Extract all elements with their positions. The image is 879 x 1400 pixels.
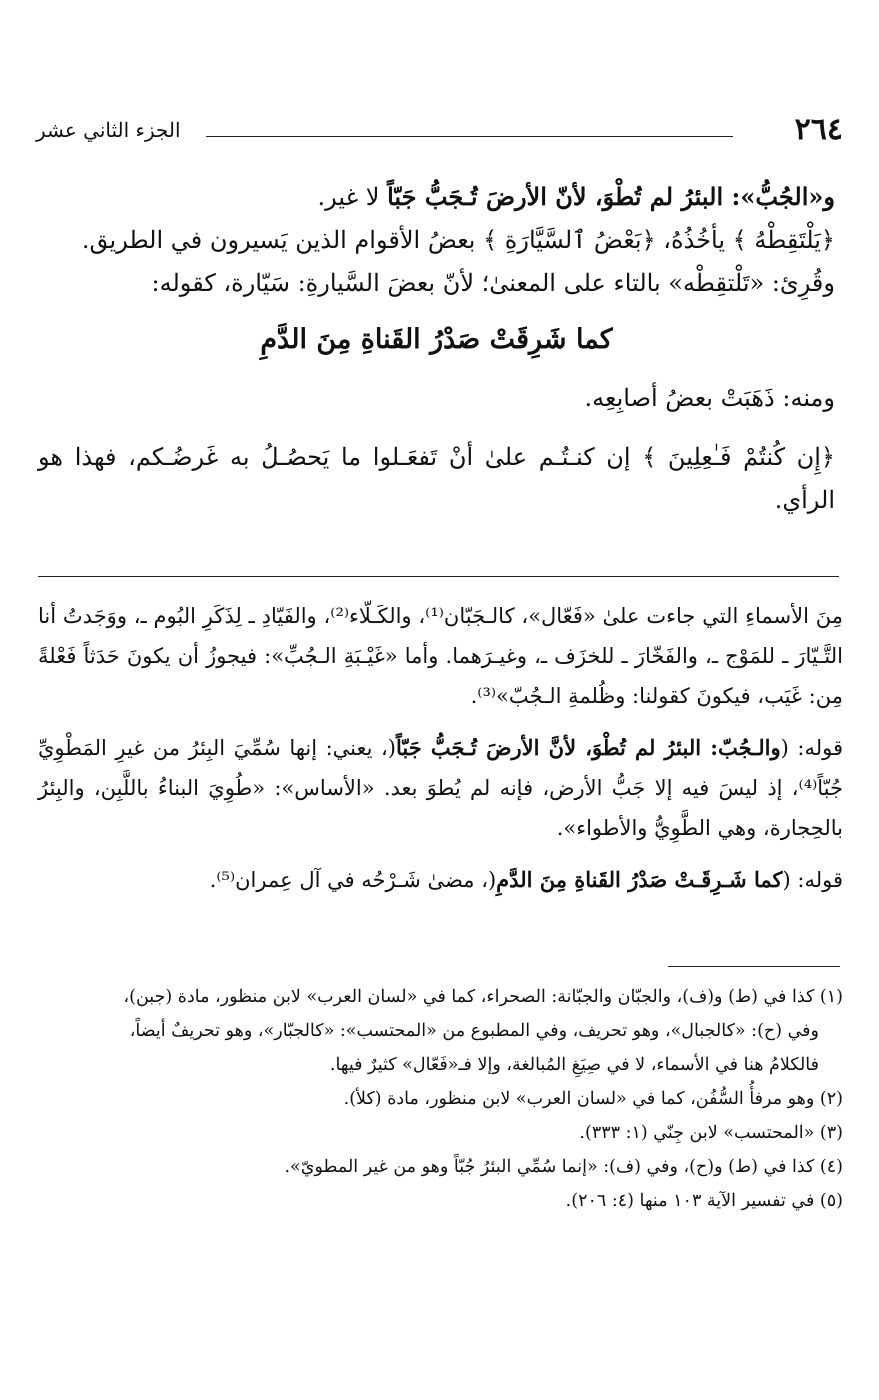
bold-phrase: كما شَـرِقَـتْ صَدْرُ القَناةِ مِنَ الدَّمِ [496, 867, 783, 892]
text-run: إن كنـتُـم علىٰ أنْ تَفعَـلوا ما يَحصُـلُ به غَرضُـكم، فهذا هو الرأي. [38, 443, 835, 514]
footnote-line: وفي (ح): «كالجبال»، وهو تحريف، وفي المطبوع من «المحتسب»: «كالجبّار»، وهو تحريفٌ أيضاً، [129, 1021, 819, 1041]
footnote-line: (٤) كذا في (ط) و(ح)، وفي (ف): «إنما سُمِّي البئرُ جُبّاً وهو من غير المطويّ». [284, 1157, 843, 1177]
text-run: (، مضىٰ شَـرْحُه في آل عِمران⁽⁵⁾. [209, 868, 497, 892]
poetry-verse: كما شَرِقَتْ صَدْرُ القَناةِ مِنَ الدَّمِ [260, 324, 613, 355]
commentary-paragraph [38, 728, 843, 848]
main-paragraph [38, 219, 835, 262]
running-title: الجزء الثاني عشر [36, 118, 181, 142]
text-run: (، يعني: إنها سُمِّيَ البِئرُ من غيرِ المَطْوِيِّ جُبّاً⁽⁴⁾، إذ ليسَ فيه إلا جَبُّ الأرض، فإنه لم يُطوَ بعد. «الأساس»: «طُوِيَ البناءُ باللَّبِن، والبِئرُ بالحِجارة، وهي الطَّوِيُّ والأطواء». [38, 736, 843, 840]
footnote-divider [668, 966, 840, 967]
quran-quote: ﴿يَلْتَقِطْهُ ﴾ [732, 226, 835, 254]
commentary-paragraph: مِنَ الأسماءِ التي جاءت علىٰ «فَعّال»، كالـجَبّان⁽¹⁾، والكَـلّاء⁽²⁾، والفَيّادِ ـ لِذَكَرِ البُوم ـ، ووَجَدتُ أنا التَّـيّارَ ـ للمَوْج ـ، والفَخّارَ ـ للخزَف ـ، وغيـرَهما. وأما «غَيْـبَةِ الـجُبِّ»: فيجوزُ أن يكونَ حَدَثاً فَعْلةً مِن: غَيَب، فيكونَ كقولنا: وظُلمةِ الـجُبّ»⁽³⁾. [38, 604, 843, 708]
footnote-line: (٣) «المحتسب» لابن جِنّي (١: ٣٣٣). [579, 1123, 843, 1143]
text-run: قوله: ( [782, 868, 843, 892]
text-run: بعضُ الأقوام الذين يَسيرون في الطريق. [81, 226, 484, 254]
text-run: لا غير. [317, 183, 388, 211]
main-paragraph: وقُرِئ: «تَلْتقِطْه» بالتاء على المعنىٰ؛ لأنّ بعضَ السَّيارةِ: سَيّارة، كقوله: [151, 269, 835, 297]
bold-phrase: و«الجُبُّ»: البئرُ لم تُطْوَ، لأنّ الأرضَ تُـجَبُّ جَبّاً [387, 182, 835, 211]
main-paragraph: ومنه: ذَهَبَتْ بعضُ أصابِعِه. [584, 384, 835, 412]
footnote-line: فالكلامُ هنا في الأسماء، لا في صِيَغِ المُبالغة، وإلا فـ«فَعّال» كثيرٌ فيها. [329, 1055, 819, 1075]
footnote-line: (١) كذا في (ط) و(ف)، والجبّان والجبّانة: الصحراء، كما في «لسان العرب» لابن منظور، مادة (جبن)، [123, 987, 843, 1007]
main-text [38, 175, 835, 522]
footnotes [38, 980, 843, 1218]
main-paragraph [38, 436, 835, 522]
commentary-paragraph [38, 860, 843, 900]
quran-quote: ﴿بَعْضُ ٱلسَّيَّارَةِ ﴾ [483, 226, 656, 254]
footnote-line: (٥) في تفسير الآية ١٠٣ منها (٤: ٢٠٦). [565, 1191, 843, 1211]
text-run: قوله: ( [780, 736, 843, 760]
section-divider [38, 576, 839, 577]
main-paragraph [38, 175, 835, 219]
commentary-text [38, 596, 843, 900]
page-header [28, 112, 851, 152]
bold-phrase: والـجُبّ: البئرُ لم تُطْوَ، لأنَّ الأرضَ تُـجَبُّ جَبّاً [395, 735, 781, 760]
page-number: ٢٦٤ [794, 112, 843, 147]
quran-quote: ﴿إِن كُنتُمْ فَـٰعِلِينَ ﴾ [642, 443, 835, 471]
header-rule [206, 136, 733, 137]
text-run: يأخُذُهُ، [655, 226, 733, 254]
footnote-line: (٢) وهو مرفأُ السُّفُن، كما في «لسان العرب» لابن منظور، مادة (كلأ). [343, 1089, 843, 1109]
